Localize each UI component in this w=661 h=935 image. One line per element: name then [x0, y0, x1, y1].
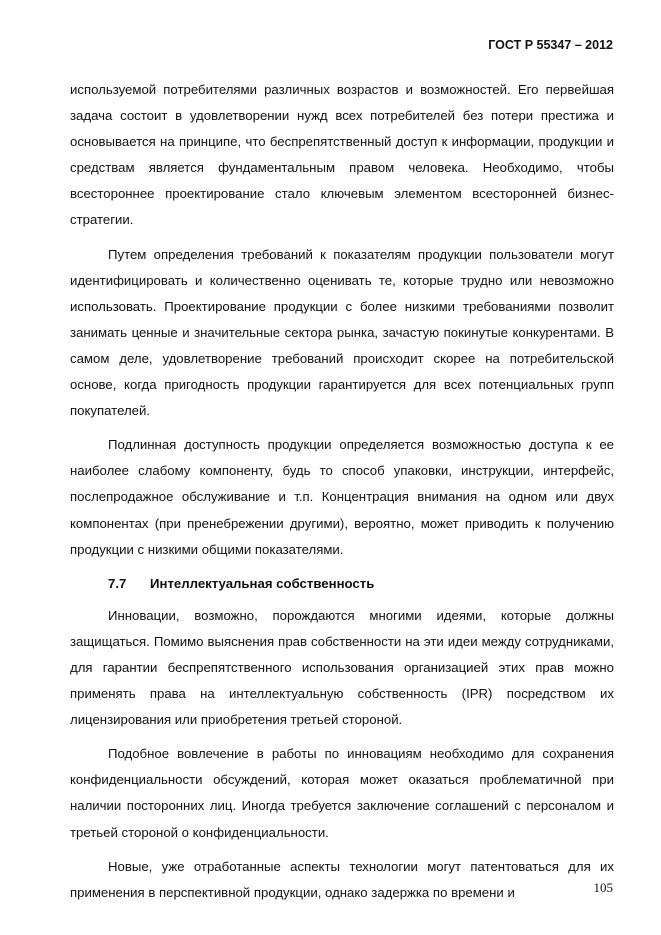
document-body — [70, 77, 614, 914]
section-title: Интеллектуальная собственность — [150, 575, 375, 591]
section-heading — [108, 571, 614, 597]
paragraph: Подобное вовлечение в работы по инновациям необходимо для сохранения конфиденциальности обсуждений, которая может оказаться проблематичной при наличии посторонних лиц. Иногда требуется заключение соглашений с персоналом и третьей стороной о конфиденциальности. — [70, 746, 614, 840]
paragraph: Путем определения требований к показателям продукции пользователи могут идентифицировать и количественно оценивать те, которые трудно или невозможно использовать. Проектирование продукции с более низкими требованиями позволит занимать ценные и значительные сектора рынка, зачастую покинутые конкурентами. В самом деле, удовлетворение требований происходит скорее на потребительской основе, когда пригодность продукции гарантируется для всех потенциальных групп покупателей. — [70, 246, 614, 419]
paragraph: Подлинная доступность продукции определяется возможностью доступа к ее наиболее слабому компоненту, будь то способ упаковки, инструкции, интерфейс, послепродажное обслуживание и т.п. Концентрация внимания на одном или двух компонентах (при пренебрежении другими), вероятно, может приводить к получению продукции с низкими общими показателями. — [70, 437, 614, 557]
paragraph: Новые, уже отработанные аспекты технологии могут патентоваться для их применения в перспективной продукции, однако задержка по времени и — [70, 858, 614, 900]
paragraph: Инновации, возможно, порождаются многими идеями, которые должны защищаться. Помимо выяснения прав собственности на эти идеи между сотрудниками, для гарантии беспрепятственного использования организацией этих прав можно применять права на интеллектуальную собственность (IPR) посредством их лицензирования или приобретения третьей стороной. — [70, 607, 614, 728]
paragraph: используемой потребителями различных возрастов и возможностей. Его первейшая задача состоит в удовлетворении нужд всех потребителей без потери престижа и основывается на принципе, что беспрепятственный доступ к информации, продукции и средствам является фундаментальным правом человека. Необходимо, чтобы всестороннее проектирование стало ключевым элементом всесторонней бизнес-стратегии. — [70, 82, 614, 228]
section-number: 7.7 — [108, 575, 127, 591]
document-header: ГОСТ Р 55347 – 2012 — [488, 38, 613, 52]
page-number: 105 — [593, 880, 613, 895]
